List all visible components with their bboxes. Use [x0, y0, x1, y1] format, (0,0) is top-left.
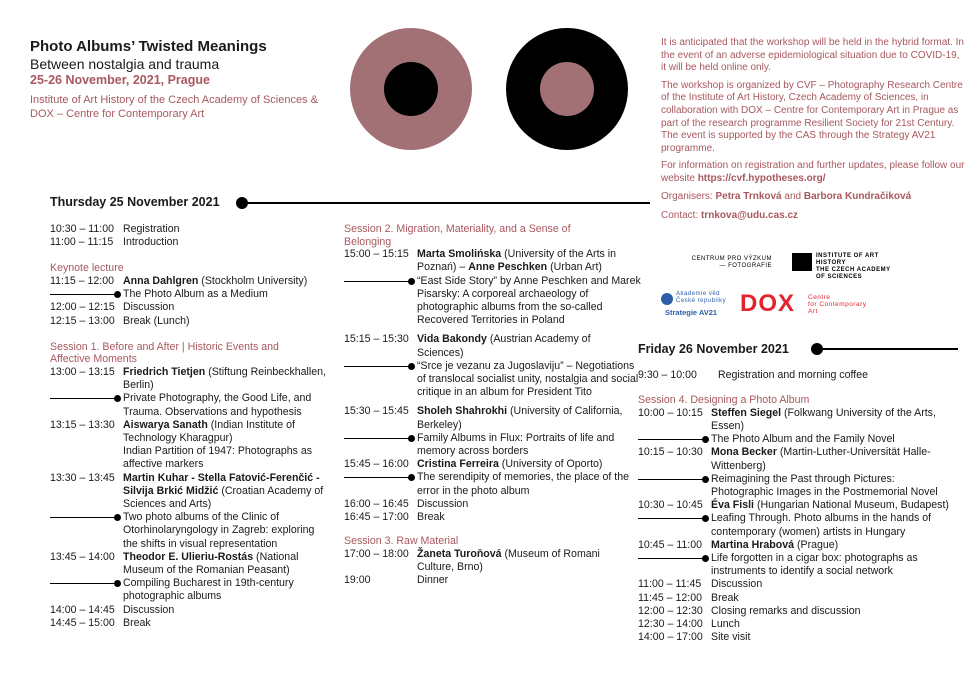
- cvf-logo: CENTRUM PRO VÝZKUM — FOTOGRAFIE: [691, 256, 772, 269]
- schedule-row: 9:30 – 10:00 Registration and morning coffee: [638, 369, 868, 381]
- friday-heading: Friday 26 November 2021: [638, 342, 789, 356]
- session-1-heading: Session 1. Before and After | Historic Events and Affective Moments: [50, 340, 279, 366]
- paper-title: Private Photography, the Good Life, and Trauma. Observations and hypothesis: [50, 392, 335, 418]
- schedule-row: 11:00 – 11:15 Introduction: [50, 236, 179, 249]
- paper-title: The serendipity of memories, the place of the error in the photo album: [344, 471, 642, 497]
- decorative-circles: [350, 20, 640, 160]
- schedule-row: 10:45 – 11:00 Martina Hrabová (Prague): [638, 538, 839, 551]
- thursday-rule: [240, 202, 650, 204]
- schedule-row: 12:15 – 13:00 Break (Lunch): [50, 314, 190, 327]
- av21-logo: Akademie věd České republiky Strategie AV21: [661, 291, 736, 317]
- schedule-row: 16:45 – 17:00 Break: [344, 511, 445, 524]
- schedule-row: 13:00 – 13:15 Friedrich Tietjen (Stiftung Reinbeckhallen, Berlin): [50, 365, 326, 392]
- schedule-row: 14:45 – 15:00 Break: [50, 616, 151, 629]
- page-subtitle: Between nostalgia and trauma: [30, 56, 220, 72]
- paper-title: Compiling Bucharest in 19th-century photographic albums: [50, 577, 315, 603]
- info-panel: [661, 37, 966, 223]
- paper-title: “East Side Story” by Anne Peschken and Marek Pisarsky: A corporeal archaeology of photographic albums from the so-called Recovered Territories in Poland: [344, 275, 642, 328]
- keynote-heading: Keynote lecture: [50, 262, 124, 275]
- paper-title: The Photo Album as a Medium: [50, 288, 335, 301]
- event-dates: 25-26 November, 2021, Prague: [30, 73, 210, 87]
- paper-title: Leafing Through. Photo albums in the hands of contemporary (women) artists in Hungary: [638, 512, 938, 538]
- paper-title: Life forgotten in a cigar box: photographs as instruments to identify a social network: [638, 552, 938, 578]
- schedule-row: 13:15 – 13:30 Aiswarya Sanath (Indian Institute of Technology Kharagpur): [50, 418, 295, 444]
- schedule-row: 10:30 – 11:00 Registration: [50, 223, 180, 235]
- schedule-row: 11:45 – 12:00 Break: [638, 591, 739, 604]
- contact-line: Contact: trnkova@udu.cas.cz: [661, 210, 799, 222]
- schedule-row: 15:45 – 16:00 Cristina Ferreira (University of Oporto): [344, 458, 603, 471]
- paper-title: The Photo Album and the Family Novel: [638, 433, 960, 446]
- organizing-institutions: Institute of Art History of the Czech Academy of Sciences & DOX – Centre for Contemporary Art: [30, 94, 318, 120]
- info-hybrid-note: It is anticipated that the workshop will be held in the hybrid format. In the event of an adverse epidemiological situation due to COVID-19, it will be held online only.: [661, 37, 964, 74]
- schedule-row: 10:30 – 10:45 Éva Fisli (Hungarian National Museum, Budapest): [638, 499, 949, 512]
- friday-rule-dot: [811, 343, 823, 355]
- schedule-row: 11:00 – 11:45 Discussion: [638, 578, 763, 591]
- schedule-row: 15:00 – 15:15 Marta Smolińska (University of the Arts in Poznań) – Anne Peschken (Urban Art): [344, 248, 617, 274]
- thursday-column: [50, 223, 335, 630]
- friday-column: [638, 369, 960, 644]
- session-2-heading: Session 2. Migration, Materiality, and a Sense of Belonging: [344, 223, 571, 248]
- right-ring-center: [540, 62, 594, 116]
- sessions-2-3-column: [344, 223, 644, 587]
- schedule-row: 14:00 – 17:00 Site visit: [638, 631, 751, 644]
- paper-title: “Srce je vezanu za Jugoslaviju” – Negotiations of translocal socialist unity, nostalgia and social critique in an album for President Tito: [344, 360, 642, 400]
- schedule-row: 12:00 – 12:15 Discussion: [50, 301, 175, 314]
- paper-title-plain: Indian Partition of 1947: Photographs as affective markers: [123, 445, 313, 471]
- schedule-row: 12:30 – 14:00 Lunch: [638, 617, 740, 630]
- info-registration-note: For information on registration and further updates, please follow our website https://cvf.hypotheses.org/: [661, 160, 965, 184]
- thursday-rule-dot: [236, 197, 248, 209]
- paper-title: Reimagining the Past through Pictures: Photographic Images in the Postmemorial Novel: [638, 473, 960, 499]
- session-3-heading: Session 3. Raw Material: [344, 535, 459, 548]
- paper-title: Family Albums in Flux: Portraits of life and memory across borders: [344, 432, 642, 458]
- paper-title: Two photo albums of the Clinic of Otorhinolaryngology in Zagreb: exploring the shifts in visual representation: [50, 511, 320, 551]
- schedule-row: 13:30 – 13:45 Martin Kuhar - Stella Fatović-Ferenčić - Silvija Brkić Midžić (Croatian Academy of Sciences and Arts): [50, 471, 324, 510]
- udu-logo: INSTITUTE OF ART HISTORY THE CZECH ACADEMY OF SCIENCES: [792, 253, 902, 281]
- info-organization-note: The workshop is organized by CVF – Photography Research Centre of the Institute of Art History, Czech Academy of Sciences, in collaboration with DOX – Centre for Contemporary Art in Prague as part of the research programme Resilient Society for 21st Century. The event is supported by the CAS through the Strategy AV21 programme.: [661, 79, 963, 154]
- schedule-row: 12:00 – 12:30 Closing remarks and discussion: [638, 604, 861, 617]
- schedule-row: 15:15 – 15:30 Vida Bakondy (Austrian Academy of Sciences): [344, 333, 591, 359]
- schedule-row: 15:30 – 15:45 Sholeh Shahrokhi (University of California, Berkeley): [344, 405, 623, 431]
- dox-wordmark: DOX: [740, 290, 796, 317]
- schedule-row: 11:15 – 12:00 Anna Dahlgren (Stockholm University): [50, 274, 308, 287]
- friday-rule: [816, 348, 958, 350]
- schedule-row: 10:00 – 10:15 Steffen Siegel (Folkwang University of the Arts, Essen): [638, 406, 936, 432]
- schedule-row: 14:00 – 14:45 Discussion: [50, 603, 175, 616]
- contact-email[interactable]: trnkova@udu.cas.cz: [701, 210, 799, 222]
- schedule-row: 13:45 – 14:00 Theodor E. Ulieriu-Rostás (National Museum of the Romanian Peasant): [50, 550, 299, 576]
- page-title: Photo Albums’ Twisted Meanings: [30, 38, 267, 55]
- thursday-heading: Thursday 25 November 2021: [50, 195, 220, 209]
- schedule-row: 19:00 Dinner: [344, 574, 449, 587]
- organisers-line: Organisers: Petra Trnková and Barbora Kundračiková: [661, 190, 912, 202]
- header: [30, 38, 340, 121]
- schedule-row: 16:00 – 16:45 Discussion: [344, 497, 469, 510]
- av21-mark-icon: [661, 293, 673, 305]
- session-4-heading: Session 4. Designing a Photo Album: [638, 394, 810, 407]
- schedule-row: 10:15 – 10:30 Mona Becker (Martin-Luther-Universität Halle-Wittenberg): [638, 446, 931, 472]
- schedule-row: 17:00 – 18:00 Žaneta Turoňová (Museum of Romani Culture, Brno): [344, 547, 600, 573]
- udu-mark-icon: [792, 253, 812, 271]
- website-link[interactable]: https://cvf.hypotheses.org/: [697, 172, 826, 184]
- left-ring-center: [384, 62, 438, 116]
